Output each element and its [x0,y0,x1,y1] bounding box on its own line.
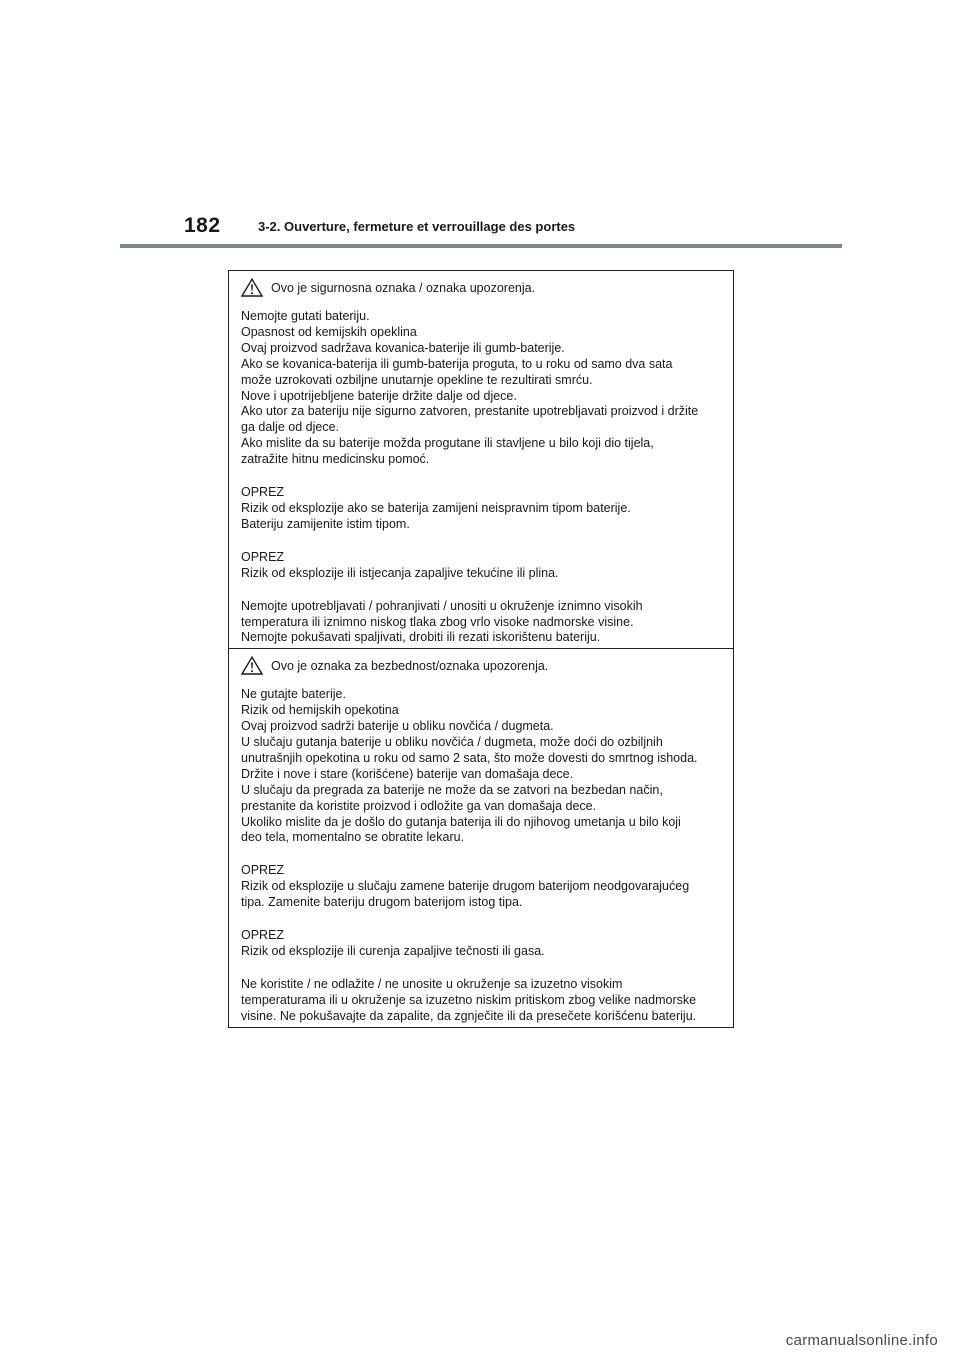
text-line: prestanite da koristite proizvod i odložite ga van domašaja dece. [241,798,597,813]
text-line: deo tela, momentalno se obratite lekaru. [241,830,465,845]
page-number: 182 [184,214,221,237]
text-line: Ne koristite / ne odlažite / ne unosite u okruženje sa izuzetno visokim [241,976,623,991]
text-line: OPREZ [241,863,285,878]
text-line: U slučaju gutanja baterije u obliku novčića / dugmeta, može doći do ozbiljnih [241,735,663,750]
text-line: ga dalje od djece. [241,420,339,435]
warning-paragraph [241,485,722,533]
warning-paragraph [241,863,722,911]
warning-heading [241,278,722,297]
footer-watermark: carmanualsonline.info [785,1332,938,1349]
text-line: Nemojte gutati bateriju. [241,309,370,323]
text-line: Rizik od eksplozije ili curenja zapaljive tečnosti ili gasa. [241,944,545,958]
warning-heading-text: Ovo je sigurnosna oznaka / oznaka upozorenja. [271,280,536,295]
text-line: Rizik od eksplozije ili istjecanja zapaljive tekućine ili plina. [241,565,559,580]
warning-paragraph [241,599,722,647]
text-line: zatražite hitnu medicinsku pomoć. [241,452,430,467]
text-line: U slučaju da pregrada za baterije ne može da se zatvori na bezbedan način, [241,782,663,797]
text-line: visine. Ne pokušavajte da zapalite, da zgnječite ili da presečete korišćenu bateriju. [241,1008,697,1023]
warning-section [229,648,733,1024]
text-line: Ako mislite da su baterije možda progutane ili stavljene u bilo koji dio tijela, [241,436,654,451]
warning-heading-text: Ovo je oznaka za bezbednost/oznaka upozorenja. [271,658,549,673]
warning-heading [241,656,722,675]
text-line: Rizik od hemijskih opekotina [241,703,399,718]
text-line: Rizik od eksplozije u slučaju zamene baterije drugom baterijom neodgovarajućeg [241,879,690,894]
warning-paragraph [241,687,722,846]
warning-triangle-icon [241,656,263,675]
text-line: tipa. Zamenite bateriju drugom baterijom istog tipa. [241,895,523,910]
warning-paragraph [241,309,722,468]
text-line: Ovaj proizvod sadrži baterije u obliku novčića / dugmeta. [241,719,554,734]
text-line: temperaturama ili u okruženje sa izuzetno niskim pritiskom zbog velike nadmorske [241,992,697,1007]
text-line: Rizik od eksplozije ako se baterija zamijeni neispravnim tipom baterije. [241,500,631,515]
warning-triangle-icon [241,278,263,297]
text-line: OPREZ [241,485,285,500]
text-line: OPREZ [241,928,285,943]
warning-paragraph [241,550,722,582]
text-line: Nemojte upotrebljavati / pohranjivati / unositi u okruženje iznimno visokih [241,598,643,613]
warning-section [229,271,733,646]
text-line: OPREZ [241,549,285,564]
text-line: Ako utor za bateriju nije sigurno zatvoren, prestanite upotrebljavati proizvod i držite [241,404,699,419]
section-title: 3-2. Ouverture, fermeture et verrouillage des portes [258,219,576,234]
text-line: Ovaj proizvod sadržava kovanica-baterije ili gumb-baterije. [241,340,565,355]
warning-paragraph [241,977,722,1025]
text-line: Opasnost od kemijskih opeklina [241,324,417,339]
warning-paragraph [241,928,722,960]
text-line: unutrašnjih opekotina u roku od samo 2 sata, što može dovesti do smrtnog ishoda. [241,750,698,765]
text-line: Bateriju zamijenite istim tipom. [241,516,410,531]
warning-box [228,270,734,1028]
text-line: Nove i upotrijebljene baterije držite dalje od djece. [241,388,517,403]
text-line: Nemojte pokušavati spaljivati, drobiti ili rezati iskorištenu bateriju. [241,630,601,645]
text-line: temperatura ili iznimno niskog tlaka zbog vrlo visoke nadmorske visine. [241,614,634,629]
text-line: Ako se kovanica-baterija ili gumb-baterija proguta, to u roku od samo dva sata [241,356,673,371]
text-line: Ne gutajte baterije. [241,687,346,702]
text-line: Držite i nove i stare (korišćene) baterije van domašaja dece. [241,766,574,781]
text-line: može uzrokovati ozbiljne unutarnje opekline te rezultirati smrću. [241,372,593,387]
header-divider [120,244,842,248]
text-line: Ukoliko mislite da je došlo do gutanja baterija ili do njihovog umetanja u bilo koji [241,814,681,829]
